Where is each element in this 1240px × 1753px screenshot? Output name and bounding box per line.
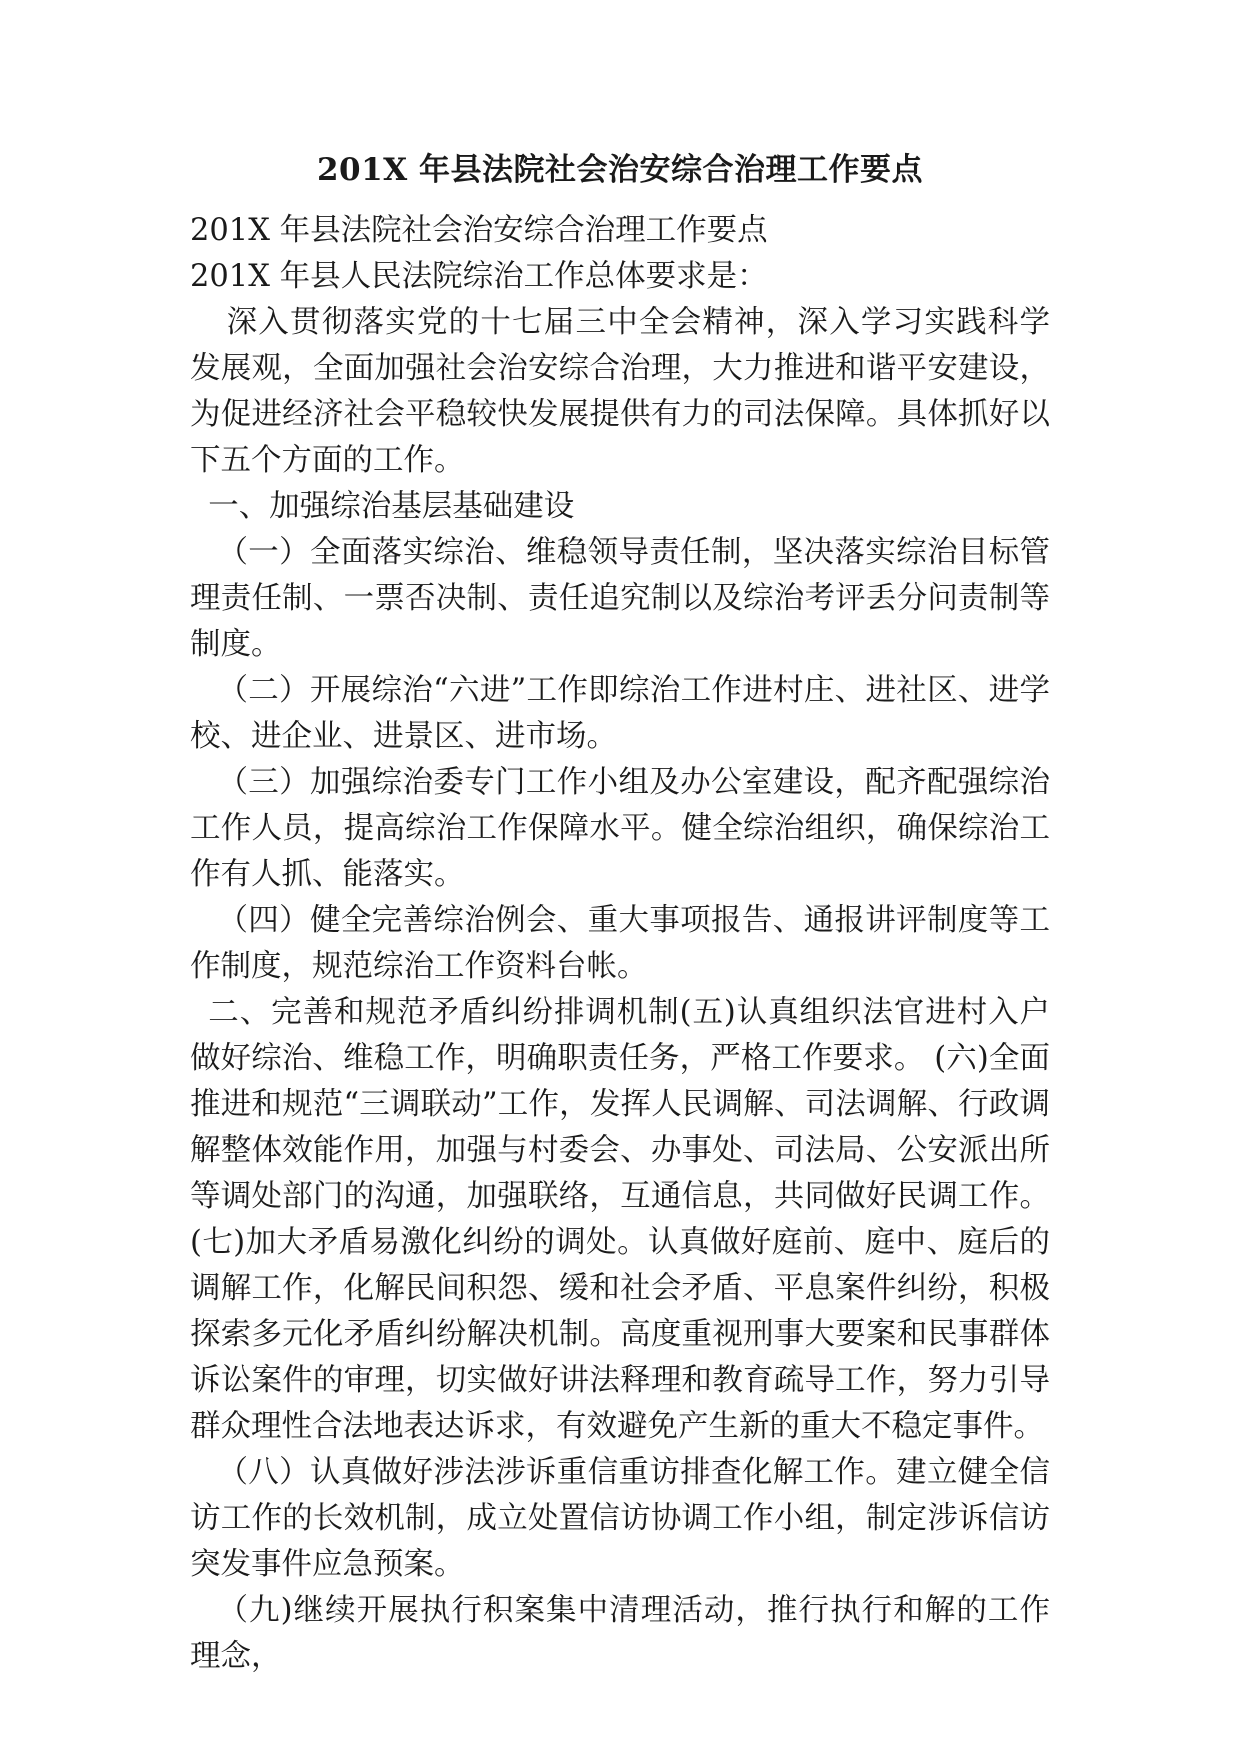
item-1-paragraph: （一）全面落实综治、维稳领导责任制，坚决落实综治目标管理责任制、一票否决制、责任追究制以及综治考评丢分问责制等制度。 xyxy=(190,535,1050,662)
item-8-paragraph: （八）认真做好涉法涉诉重信重访排查化解工作。建立健全信访工作的长效机制，成立处置信访协调工作小组，制定涉诉信访突发事件应急预案。 xyxy=(190,1455,1050,1582)
section-2-paragraph: 二、完善和规范矛盾纠纷排调机制(五)认真组织法官进村入户做好综治、维稳工作，明确职责任务，严格工作要求。 (六)全面推进和规范“三调联动”工作，发挥人民调解、司法调解、行政调解整体效能作用，加强与村委会、办事处、司法局、公安派出所等调处部门的沟通，加强联络，互通信息，共同做好民调工作。(七)加大矛盾易激化纠纷的调处。认真做好庭前、庭中、庭后的调解工作，化解民间积怨、缓和社会矛盾、平息案件纠纷，积极探索多元化矛盾纠纷解决机制。高度重视刑事大要案和民事群体诉讼案件的审理，切实做好讲法释理和教育疏导工作，努力引导群众理性合法地表达诉求，有效避免产生新的重大不稳定事件。 xyxy=(190,995,1050,1444)
item-9-paragraph: （九)继续开展执行积案集中清理活动，推行执行和解的工作理念， xyxy=(190,1593,1050,1674)
document-subtitle: 201X 年县法院社会治安综合治理工作要点 xyxy=(190,213,768,248)
section-1-heading: 一、加强综治基层基础建设 xyxy=(208,489,575,524)
item-4-paragraph: （四）健全完善综治例会、重大事项报告、通报讲评制度等工作制度，规范综治工作资料台帐。 xyxy=(190,903,1050,984)
document-title: 201X 年县法院社会治安综合治理工作要点 xyxy=(316,152,924,188)
intro-heading: 201X 年县人民法院综治工作总体要求是： xyxy=(190,259,768,294)
item-2-paragraph: （二）开展综治“六进”工作即综治工作进村庄、进社区、进学校、进企业、进景区、进市场。 xyxy=(190,673,1050,754)
item-3-paragraph: （三）加强综治委专门工作小组及办公室建设，配齐配强综治工作人员，提高综治工作保障水平。健全综治组织，确保综治工作有人抓、能落实。 xyxy=(190,765,1050,892)
document-page xyxy=(190,150,1050,1680)
intro-paragraph: 深入贯彻落实党的十七届三中全会精神，深入学习实践科学发展观，全面加强社会治安综合治理，大力推进和谐平安建设，为促进经济社会平稳较快发展提供有力的司法保障。具体抓好以下五个方面的工作。 xyxy=(190,305,1050,478)
